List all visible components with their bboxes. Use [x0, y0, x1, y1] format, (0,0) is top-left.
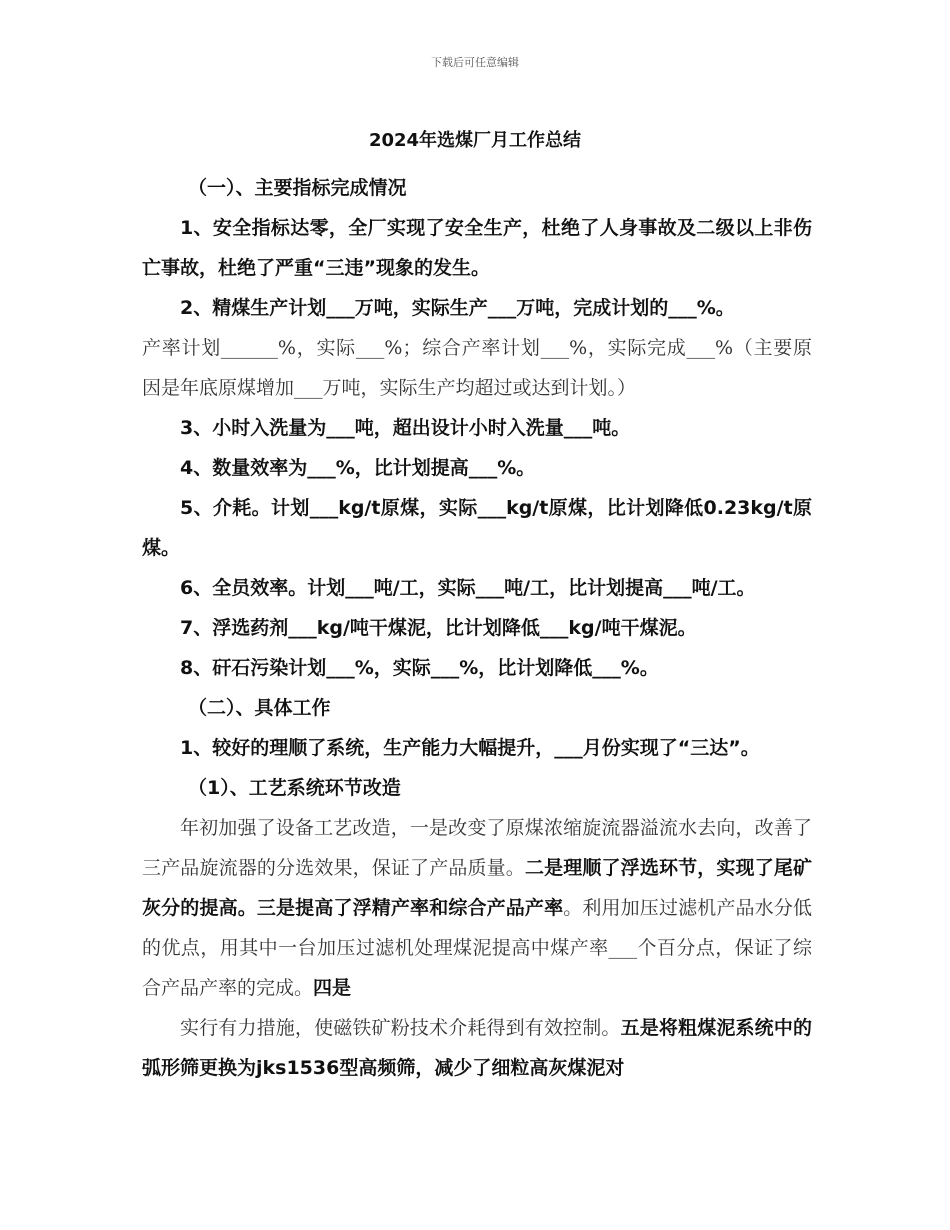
work-item-1: 1、较好的理顺了系统，生产能力大幅提升，___月份实现了“三达”。 — [180, 737, 760, 759]
indicator-item-6: 6、全员效率。计划___吨/工，实际___吨/工，比计划提高___吨/工。 — [180, 577, 756, 599]
document-body — [142, 168, 812, 1088]
document-title: 2024年选煤厂月工作总结 — [368, 130, 582, 151]
indicator-item-1: 1、安全指标达零，全厂实现了安全生产，杜绝了人身事故及二级以上非伤亡事故，杜绝了严重“三违”现象的发生。 — [142, 217, 812, 279]
page-header: 下载后可任意编辑 — [431, 56, 519, 69]
indicator-item-2-detail: 产率计划______%，实际___%；综合产率计划___%，实际完成___%（主要原因是年底原煤增加___万吨，实际生产均超过或达到计划。） — [142, 337, 812, 399]
indicator-item-3: 3、小时入洗量为___吨，超出设计小时入洗量___吨。 — [180, 417, 631, 439]
process-text-3: 。利用加压过滤机产品水分低的优点，用其中一台加压过滤机处理煤泥提高中煤产率___个百分点，保证了综合产品产率的完成。 — [142, 897, 812, 999]
process-paragraph-1 — [142, 808, 812, 1008]
process-paragraph-2 — [142, 1008, 812, 1088]
indicator-item-4: 4、数量效率为___%，比计划提高___%。 — [180, 457, 536, 479]
indicator-item-8: 8、矸石污染计划___%，实际___%，比计划降低___%。 — [180, 657, 659, 679]
section-heading-indicators: （一）、主要指标完成情况 — [188, 177, 407, 199]
indicator-item-2: 2、精煤生产计划___万吨，实际生产___万吨，完成计划的___%。 — [180, 297, 735, 319]
indicator-item-5: 5、介耗。计划___kg/t原煤，实际___kg/t原煤，比计划降低0.23kg/t原煤。 — [142, 497, 812, 559]
process-text-2: 二是理顺了浮选环节，实现了尾矿灰分的提高。三是提高了浮精产率和综合产品产率 — [142, 857, 812, 919]
process-text-6: 五是将粗煤泥系统中的弧形筛更换为jks1536型高频筛，减少了细粒高灰煤泥对 — [142, 1017, 812, 1079]
process-text-1: 年初加强了设备工艺改造，一是改变了原煤浓缩旋流器溢流水去向，改善了三产品旋流器的分选效果，保证了产品质量。 — [142, 817, 812, 879]
process-text-5: 实行有力措施，使磁铁矿粉技术介耗得到有效控制。 — [180, 1017, 621, 1039]
section-heading-specific-work: （二）、具体工作 — [188, 697, 331, 719]
process-text-4: 四是 — [313, 977, 352, 999]
subsection-heading-process: （1）、工艺系统环节改造 — [188, 777, 401, 799]
indicator-item-7: 7、浮选药剂___kg/吨干煤泥，比计划降低___kg/吨干煤泥。 — [180, 617, 697, 639]
